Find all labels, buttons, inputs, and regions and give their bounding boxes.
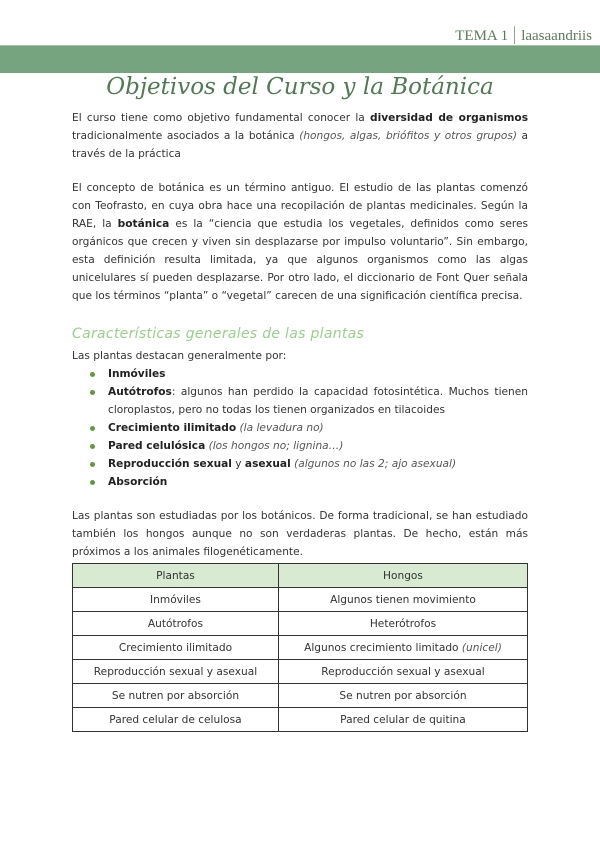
bold-text: Crecimiento ilimitado (108, 422, 237, 434)
list-item (108, 365, 528, 383)
header-hongos: Hongos (278, 564, 527, 588)
table-cell: Inmóviles (73, 588, 279, 612)
table-row (73, 636, 528, 660)
table-cell: Autótrofos (73, 612, 279, 636)
table-row (73, 708, 528, 732)
table-cell: Pared celular de quitina (278, 708, 527, 732)
table-cell: Reproducción sexual y asexual (278, 660, 527, 684)
comparison-table (72, 563, 528, 732)
text: es la “ciencia que estudia los vegetales, definidos como seres orgánicos que crecen y viven sin desplazarse por impulso voluntario”. Sin embargo, esta definición resulta limitada, ya que algunos organismos como las algas unicelulares sí pueden desplazarse. Por otro lado, el diccionario de Font Quer señala que los términos “planta” o “vegetal” carecen de una significación científica precisa. (72, 218, 528, 302)
bold-text: Autótrofos (108, 386, 172, 398)
paragraph-fungi: Las plantas son estudiadas por los botánicos. De forma tradicional, se han estudiado también los hongos aunque no son verdaderas plantas. De hecho, están más próximos a los animales filogenéticamente. (72, 510, 528, 558)
paragraph-concept (72, 179, 528, 305)
table-row (73, 660, 528, 684)
bold-text: diversidad de organismos (370, 112, 529, 124)
list-item (108, 419, 528, 437)
table-header-row (73, 564, 528, 588)
page-title: Objetivos del Curso y la Botánica (106, 74, 494, 100)
bold-text: Reproducción sexual (108, 458, 232, 470)
table-cell: Algunos tienen movimiento (278, 588, 527, 612)
characteristics-list (72, 365, 528, 491)
text: El concepto de botánica es un término antiguo. El estudio de las plantas comenzó con Teofrasto, en cuya obra hace una recopilación de plantas medicinales. Según la RAE, la (72, 182, 528, 230)
list-item (108, 437, 528, 455)
bold-text: asexual (244, 458, 291, 470)
table-row (73, 588, 528, 612)
topic-label: TEMA 1 (455, 28, 509, 44)
table-cell: Se nutren por absorción (278, 684, 527, 708)
section-heading: Características generales de las plantas (72, 326, 365, 342)
table-cell: Crecimiento ilimitado (73, 636, 279, 660)
header-band (0, 45, 600, 73)
bold-text: Inmóviles (108, 368, 166, 380)
table-cell: Se nutren por absorción (73, 684, 279, 708)
section-intro: Las plantas destacan generalmente por: (72, 350, 287, 362)
table-row (73, 612, 528, 636)
author-label: laasaandriis (521, 28, 592, 44)
italic-note: (los hongos no; lignina…) (208, 440, 344, 452)
italic-note: (la levadura no) (239, 422, 324, 434)
italic-text: (hongos, algas, briófitos y otros grupos) (299, 130, 517, 142)
table-cell: Algunos crecimiento limitado (unicel) (278, 636, 527, 660)
bold-text: botánica (117, 218, 170, 230)
page-header (455, 26, 592, 45)
list-item (108, 383, 528, 419)
text: y (231, 458, 245, 470)
bold-text: Absorción (108, 476, 168, 488)
list-item (108, 473, 528, 491)
table-row (73, 684, 528, 708)
table-cell: Reproducción sexual y asexual (73, 660, 279, 684)
bold-text: Pared celulósica (108, 440, 206, 452)
paragraph-intro (72, 109, 528, 163)
text: El curso tiene como objetivo fundamental conocer la (72, 112, 371, 124)
document-body (72, 109, 528, 732)
text: a través de la práctica (72, 130, 528, 160)
table-cell: Pared celular de celulosa (73, 708, 279, 732)
header-divider (514, 26, 515, 44)
list-item (108, 455, 528, 473)
header-plantas: Plantas (73, 564, 279, 588)
text: : algunos han perdido la capacidad fotosintética. Muchos tienen cloroplastos, pero no todas los tienen organizados en tilacoides (108, 386, 528, 416)
italic-note: (algunos no las 2; ajo asexual) (290, 458, 457, 470)
table-cell: Heterótrofos (278, 612, 527, 636)
text: tradicionalmente asociados a la botánica (72, 130, 300, 142)
